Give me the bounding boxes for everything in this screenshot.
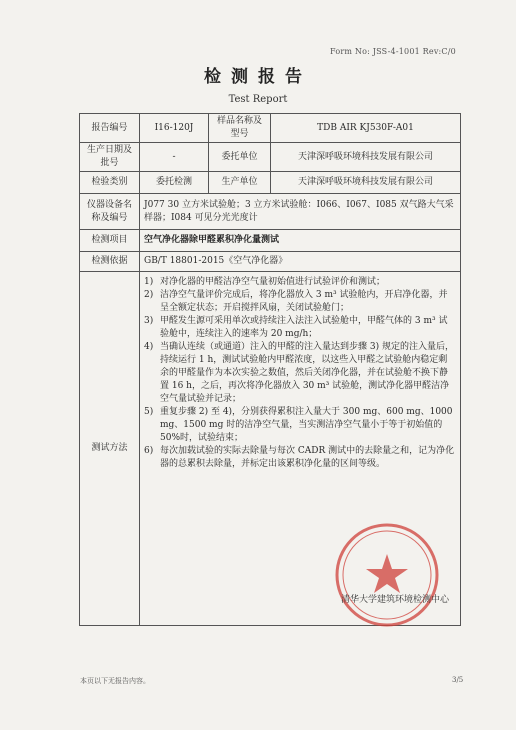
step-number: 6) [144, 446, 154, 456]
table-row [80, 252, 461, 272]
production-value: - [140, 143, 209, 172]
sample-value: TDB AIR KJ530F-A01 [271, 114, 461, 143]
report-no-label: 报告编号 [80, 114, 140, 143]
step-text: 重复步骤 2) 至 4)，分别获得累积注入量大于 300 mg、600 mg、1000 mg、1500 mg 时的洁净空气量，当实测洁净空气量小于等于初始值的 50%时，试验结束； [160, 407, 453, 443]
method-step [144, 289, 456, 315]
test-basis-label: 检测依据 [80, 252, 140, 272]
client-value: 天津深呼吸环境科技发展有限公司 [271, 143, 461, 172]
footer-note: 本页以下无报告内容。 [80, 677, 150, 685]
test-basis-value: GB/T 18801-2015《空气净化器》 [140, 252, 461, 272]
step-text: 当确认连续（或通道）注入的甲醛的注入量达到步骤 3) 规定的注入量后，持续运行 1 h，测试试验舱内甲醛浓度，以这些入甲醛之试验舱内稳定剩余的甲醛量作为本次实验之数值，然后关闭净化器，并在试验舱不换下静置 16 h，之后，再次将净化器放入 30 m³ 试验舱，测试净化器甲醛洁净空气量试验并记录； [160, 342, 454, 404]
instrument-label: 仪器设备名称及编号 [80, 194, 140, 230]
official-seal-icon [332, 520, 442, 630]
method-step [144, 276, 456, 289]
step-number: 2) [144, 290, 154, 300]
report-no-value: I16-120J [140, 114, 209, 143]
step-number: 4) [144, 342, 154, 352]
table-row [80, 194, 461, 230]
table-row [80, 172, 461, 194]
test-type-label: 检验类别 [80, 172, 140, 194]
method-step [144, 406, 456, 445]
form-number: Form No: JSS-4-1001 Rev:C/0 [330, 47, 456, 56]
report-title: 检测报告 [204, 67, 312, 87]
table-row [80, 114, 461, 143]
page-number: 3/5 [452, 676, 464, 684]
manufacturer-label: 生产单位 [209, 172, 271, 194]
step-number: 5) [144, 407, 154, 417]
table-row [80, 230, 461, 252]
client-label: 委托单位 [209, 143, 271, 172]
step-number: 1) [144, 277, 154, 287]
step-number: 3) [144, 316, 154, 326]
production-label: 生产日期及批号 [80, 143, 140, 172]
table-row [80, 143, 461, 172]
test-item-label: 检测项目 [80, 230, 140, 252]
step-text: 每次加载试验的实际去除量与每次 CADR 测试中的去除量之和，记为净化器的总累积去除量，并标定出该累积净化量的区间等级。 [160, 446, 455, 469]
method-step [144, 341, 456, 406]
step-text: 对净化器的甲醛洁净空气量初始值进行试验评价和测试； [160, 277, 386, 287]
method-step [144, 315, 456, 341]
methods-label: 测试方法 [80, 272, 140, 626]
test-type-value: 委托检测 [140, 172, 209, 194]
sample-label: 样品名称及型号 [209, 114, 271, 143]
method-step [144, 445, 456, 471]
step-text: 洁净空气量评价完成后，将净化器放入 3 m³ 试验舱内，开启净化器，并呈全额定状态；开启搅拌风扇，关闭试验舱门； [160, 290, 448, 313]
report-subtitle: Test Report [228, 94, 288, 105]
test-item-value: 空气净化器除甲醛累积净化量测试 [140, 230, 461, 252]
testing-center-signoff: 清华大学建筑环境检测中心 [340, 595, 449, 605]
instrument-value: J077 30 立方米试验舱；3 立方米试验舱：I066、I067、I085 双气路大气采样器；I084 可见分光光度计 [140, 194, 461, 230]
manufacturer-value: 天津深呼吸环境科技发展有限公司 [271, 172, 461, 194]
step-text: 甲醛发生源可采用单次或持续注入法注入试验舱中，甲醛气体的 3 m³ 试验舱中，连续注入的速率为 20 mg/h； [160, 316, 448, 339]
